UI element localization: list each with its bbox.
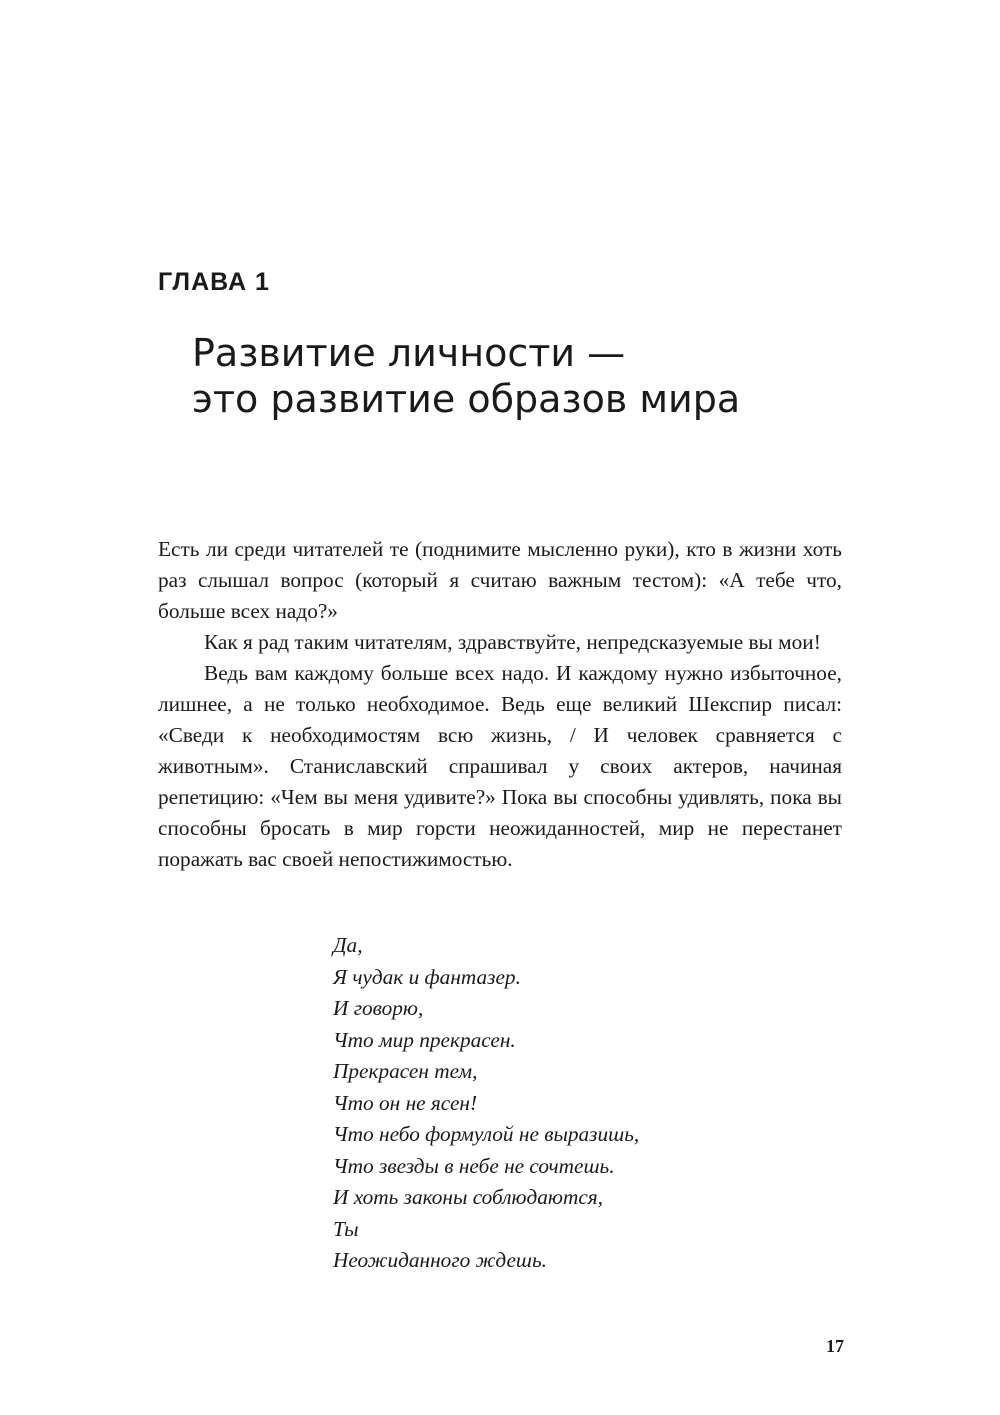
poem-line: Да,	[333, 933, 363, 957]
chapter-label: ГЛАВА 1	[158, 268, 270, 296]
poem-line: Неожиданного ждешь.	[333, 1248, 547, 1272]
poem-line: Что звезды в небе не сочтешь.	[333, 1153, 615, 1178]
poem-line: Ты	[333, 1216, 359, 1241]
paragraph: Как я рад таким читателям, здравствуйте, непредсказуемые вы мои!	[204, 630, 821, 654]
poem-line: Я чудак и фантазер.	[333, 964, 521, 989]
poem-line: Прекрасен тем,	[333, 1059, 478, 1083]
poem-line: Что мир прекрасен.	[333, 1027, 516, 1052]
poem-line: Что он не ясен!	[333, 1090, 478, 1115]
poem-line: И говорю,	[333, 996, 424, 1020]
paragraph: Ведь вам каждому больше всех надо. И каждому нужно избыточное, лишнее, а не только необходимое. Ведь еще великий Шекспир писал: «Сведи к необходимостям всю жизнь, / И человек сравняется с животным». Станиславский спрашивал у своих актеров, начиная репетицию: «Чем вы меня удивите?» Пока вы способны удивлять, пока вы способны бросать в мир горсти неожиданностей, мир не перестанет поражать вас своей непостижимостью.	[158, 661, 842, 871]
chapter-title-line: Развитие личности —	[192, 331, 626, 375]
body-text	[158, 534, 842, 875]
page-number: 17	[826, 1336, 844, 1356]
poem-line: И хоть законы соблюдаются,	[333, 1185, 604, 1209]
poem-line: Что небо формулой не выразишь,	[333, 1122, 640, 1146]
paragraph: Есть ли среди читателей те (поднимите мысленно руки), кто в жизни хоть раз слышал вопрос (который я считаю важным тестом): «А тебе что, больше всех надо?»	[158, 537, 842, 623]
poem	[333, 930, 639, 1277]
chapter-title-line: это развитие образов мира	[192, 377, 741, 421]
chapter-title	[192, 330, 892, 422]
